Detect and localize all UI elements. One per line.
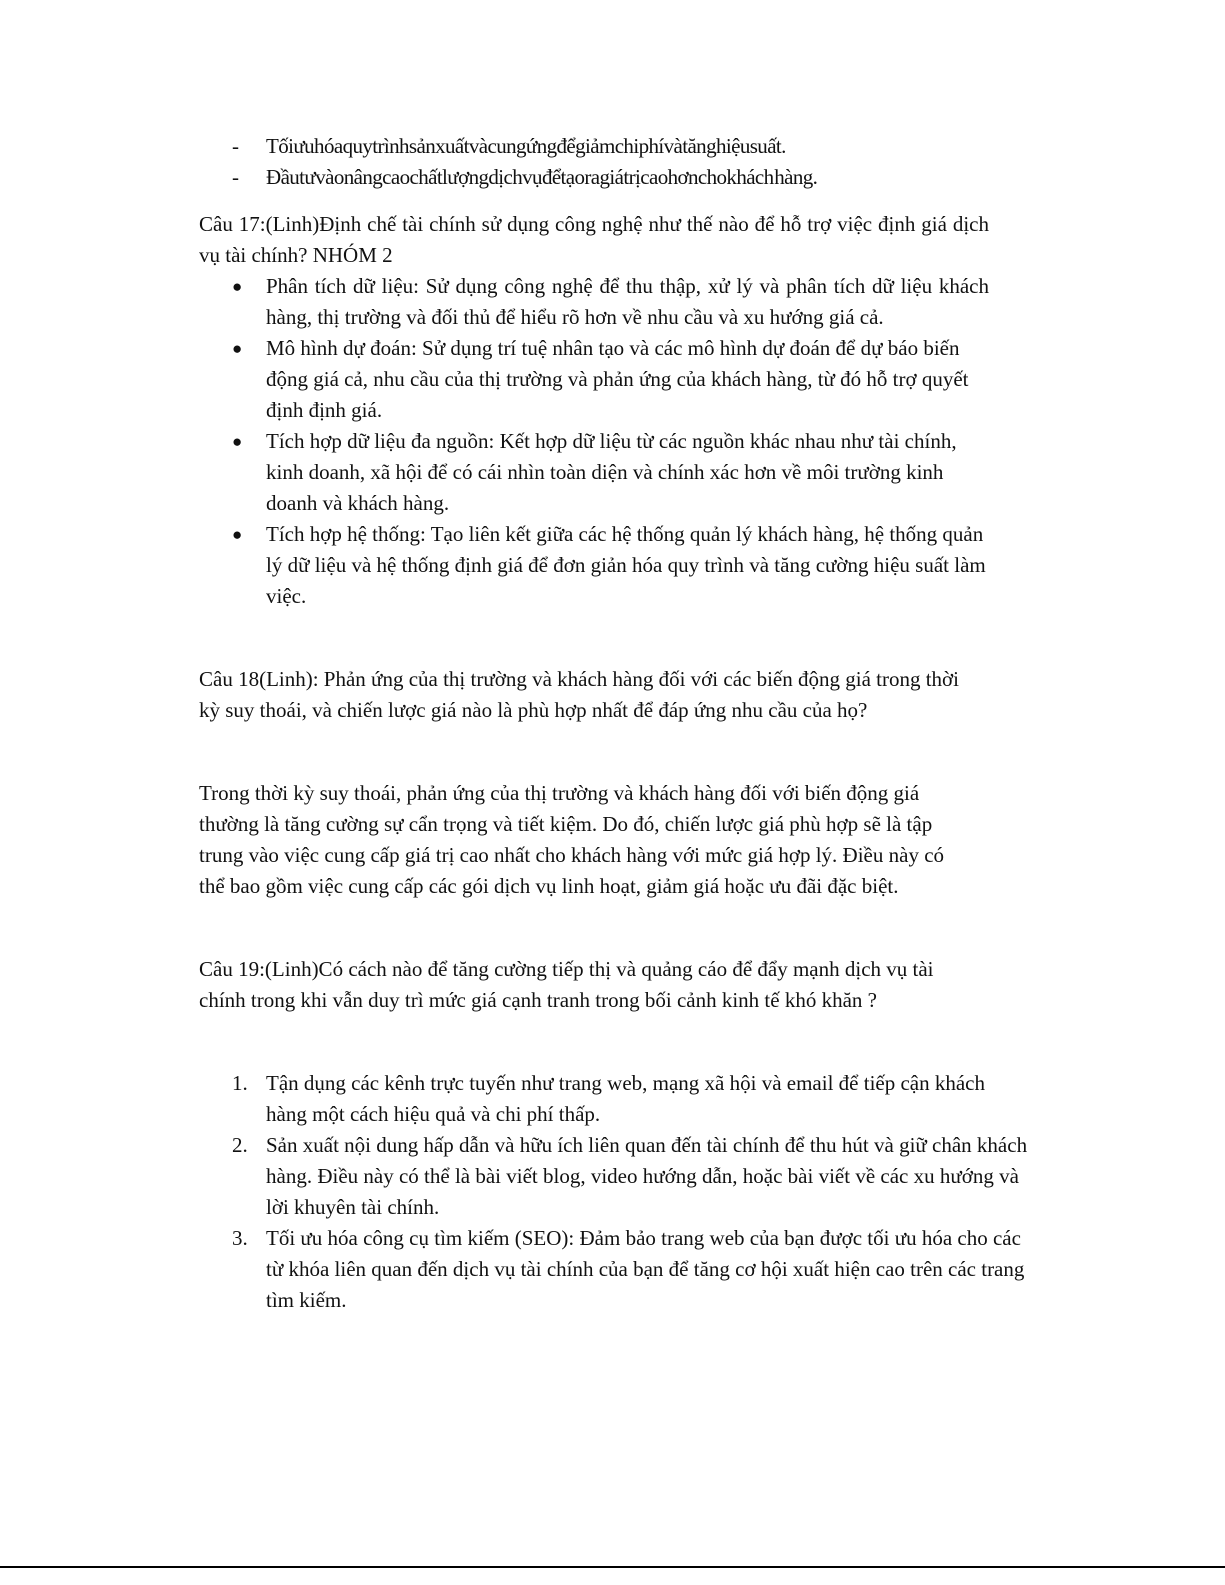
answer-18: Trong thời kỳ suy thoái, phản ứng của thị trường và khách hàng đối với biến động giá thường là tăng cường sự cẩn trọng và tiết kiệm. Do đó, chiến lược giá phù hợp sẽ là tập trung vào việc cung cấp giá trị cao nhất cho khách hàng với mức giá hợp lý. Điều này có thể bao gồm việc cung cấp các gói dịch vụ linh hoạt, giảm giá hoặc ưu đãi đặc biệt. xyxy=(199,781,945,898)
dash-marker: - xyxy=(232,165,239,189)
bullet-marker: ● xyxy=(232,525,243,544)
q17-bullet-list xyxy=(199,271,989,612)
list-item-text: Đầutưvàonângcaochấtlượngdịchvụđểtạoragiátrịcaohơnchokhách hàng. xyxy=(266,165,818,189)
list-item xyxy=(199,1223,1026,1316)
list-item xyxy=(199,1068,1006,1130)
list-item-text: Mô hình dự đoán: Sử dụng trí tuệ nhân tạo và các mô hình dự đoán để dự báo biến động giá cả, nhu cầu của thị trường và phản ứng của khách hàng, từ đó hỗ trợ quyết định định giá. xyxy=(266,336,969,422)
bullet-marker: ● xyxy=(232,339,243,358)
list-item-text: Tối ưu hóa công cụ tìm kiếm (SEO): Đảm bảo trang web của bạn được tối ưu hóa cho các từ khóa liên quan đến dịch vụ tài chính của bạn để tăng cơ hội xuất hiện cao trên các trang tìm kiếm. xyxy=(266,1226,1025,1312)
list-item xyxy=(199,271,989,333)
dash-marker: - xyxy=(232,134,239,158)
page-bottom-divider xyxy=(0,1566,1225,1568)
list-item-text: Tích hợp dữ liệu đa nguồn: Kết hợp dữ liệu từ các nguồn khác nhau như tài chính, kinh doanh, xã hội để có cái nhìn toàn diện và chính xác hơn về môi trường kinh doanh và khách hàng. xyxy=(266,429,957,515)
list-item xyxy=(199,519,986,612)
q19-numbered-list xyxy=(199,1068,1028,1316)
bullet-marker: ● xyxy=(232,432,243,451)
list-item-text: Sản xuất nội dung hấp dẫn và hữu ích liên quan đến tài chính để thu hút và giữ chân khách hàng. Điều này có thể là bài viết blog, video hướng dẫn, hoặc bài viết về các xu hướng và lời khuyên tài chính. xyxy=(266,1133,1028,1219)
list-item xyxy=(199,131,989,162)
question-18: Câu 18(Linh): Phản ứng của thị trường và khách hàng đối với các biến động giá trong thời kỳ suy thoái, và chiến lược giá nào là phù hợp nhất để đáp ứng nhu cầu của họ? xyxy=(199,667,959,722)
item-number: 1. xyxy=(232,1071,248,1095)
item-number: 2. xyxy=(232,1133,248,1157)
bullet-marker: ● xyxy=(232,277,243,296)
list-item-text: Tận dụng các kênh trực tuyến như trang web, mạng xã hội và email để tiếp cận khách hàng một cách hiệu quả và chi phí thấp. xyxy=(266,1071,986,1126)
item-number: 3. xyxy=(232,1226,248,1250)
list-item xyxy=(199,333,986,426)
question-17: Câu 17:(Linh)Định chế tài chính sử dụng công nghệ như thế nào để hỗ trợ việc định giá dịch vụ tài chính? NHÓM 2 xyxy=(199,212,989,267)
list-item-text: Tốiưuhóaquytrìnhsảnxuấtvàcungứngđểgiảmchiphívàtănghiệusuất. xyxy=(266,134,786,158)
list-item xyxy=(199,1130,1041,1223)
top-dash-list xyxy=(199,131,989,193)
list-item-text: Phân tích dữ liệu: Sử dụng công nghệ để thu thập, xử lý và phân tích dữ liệu khách hàng, thị trường và đối thủ để hiểu rõ hơn về nhu cầu và xu hướng giá cả. xyxy=(266,274,989,329)
list-item xyxy=(199,162,866,193)
list-item xyxy=(199,426,986,519)
list-item-text: Tích hợp hệ thống: Tạo liên kết giữa các hệ thống quản lý khách hàng, hệ thống quản lý dữ liệu và hệ thống định giá để đơn giản hóa quy trình và tăng cường hiệu suất làm việc. xyxy=(266,522,986,608)
question-19: Câu 19:(Linh)Có cách nào để tăng cường tiếp thị và quảng cáo để đẩy mạnh dịch vụ tài chính trong khi vẫn duy trì mức giá cạnh tranh trong bối cảnh kinh tế khó khăn ? xyxy=(199,957,934,1012)
document-body xyxy=(199,131,1028,1316)
